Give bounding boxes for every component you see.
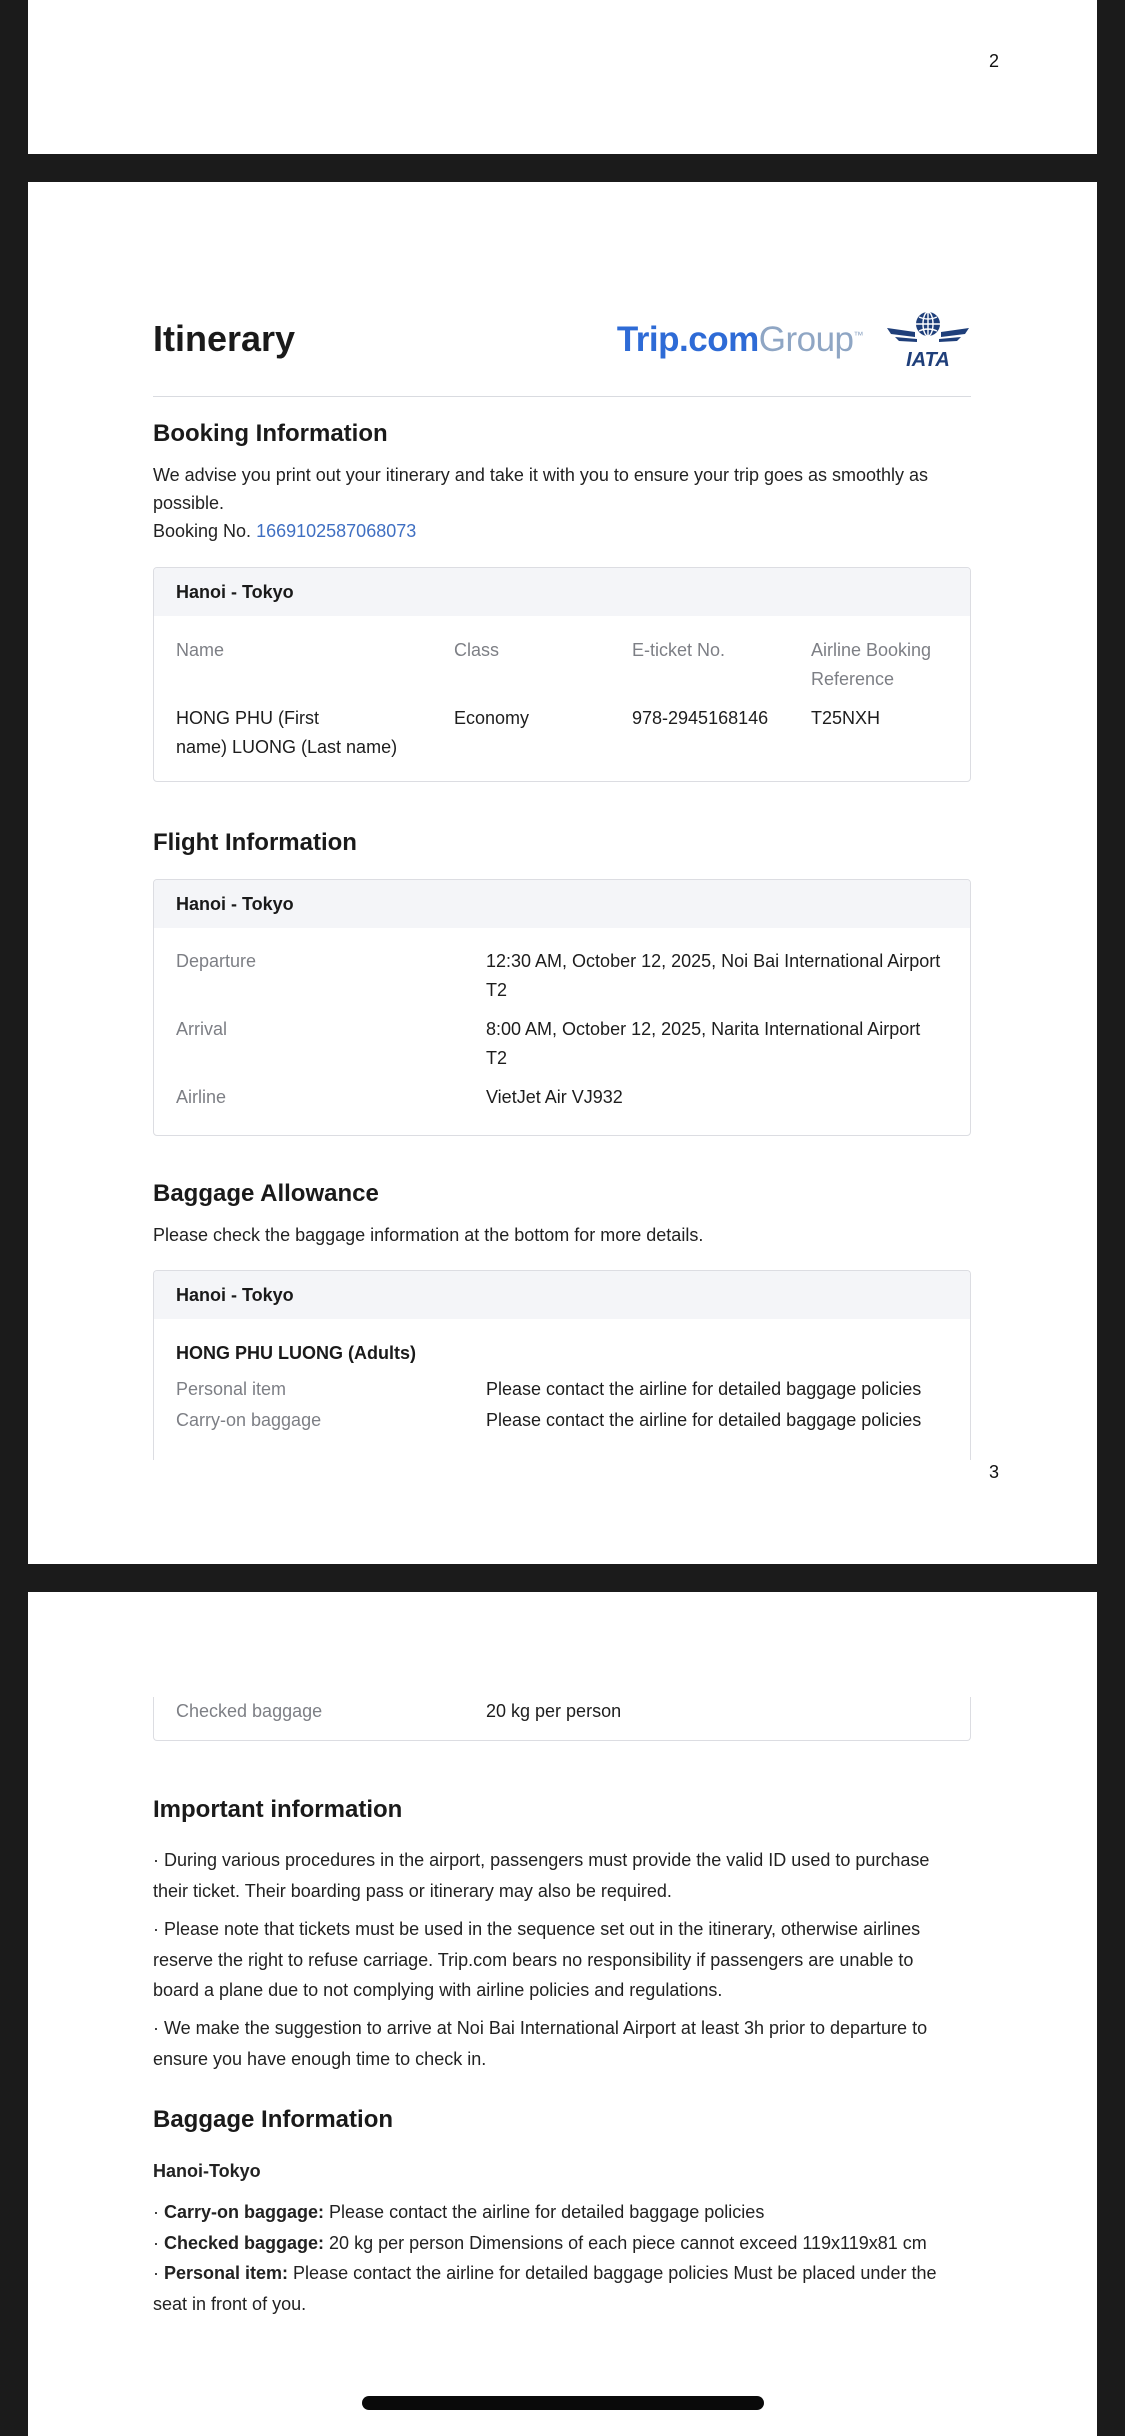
page-number: 2	[988, 51, 999, 71]
baggage-info-personal: · Personal item: Please contact the airline for detailed baggage policies Must be placed under the seat in front of you.	[153, 2263, 937, 2314]
booking-heading: Booking Information	[153, 420, 388, 447]
divider	[153, 396, 971, 397]
flight-card	[153, 879, 971, 1136]
important-item: · We make the suggestion to arrive at Noi Bai International Airport at least 3h prior to departure to ensure you have enough time to check in.	[153, 2018, 928, 2069]
logo-group	[617, 310, 971, 370]
flight-heading: Flight Information	[153, 829, 357, 856]
col-name: Name	[176, 640, 225, 660]
home-indicator[interactable]	[362, 2396, 764, 2410]
passenger-airline-ref: T25NXH	[811, 708, 881, 728]
booking-card	[153, 567, 971, 782]
passenger-class: Economy	[454, 708, 530, 728]
booking-advice: We advise you print out your itinerary and take it with you to ensure your trip goes as smoothly as possible. Booking No. 1669102587068073	[153, 465, 929, 541]
page-number: 3	[988, 1462, 999, 1482]
card-route: Hanoi - Tokyo	[154, 1271, 970, 1319]
baggage-info-carry-on: · Carry-on baggage: Please contact the airline for detailed baggage policies	[153, 2202, 765, 2222]
carry-on-label: Carry-on baggage	[176, 1410, 322, 1430]
personal-item-label: Personal item	[176, 1379, 287, 1399]
baggage-note: Please check the baggage information at the bottom for more details.	[153, 1225, 704, 1245]
svg-text:IATA: IATA	[906, 349, 950, 370]
iata-logo	[885, 310, 971, 370]
baggage-card-continued	[153, 1697, 971, 1741]
personal-item-value: Please contact the airline for detailed baggage policies	[486, 1379, 922, 1399]
card-route: Hanoi - Tokyo	[154, 568, 970, 616]
checked-baggage-value: 20 kg per person	[486, 1701, 622, 1721]
card-route: Hanoi - Tokyo	[154, 880, 970, 928]
page-title: Itinerary	[153, 318, 296, 359]
baggage-passenger: HONG PHU LUONG (Adults)	[176, 1343, 416, 1363]
departure-label: Departure	[176, 951, 257, 971]
document-page-3	[28, 182, 1097, 1564]
col-class: Class	[454, 640, 500, 660]
important-heading: Important information	[153, 1796, 403, 1823]
checked-baggage-label: Checked baggage	[176, 1701, 323, 1721]
passenger-name: HONG PHU (First name) LUONG (Last name)	[176, 708, 398, 757]
airline-label: Airline	[176, 1087, 227, 1107]
document-page-4	[28, 1592, 1097, 2436]
document-page-2	[28, 0, 1097, 154]
arrival-label: Arrival	[176, 1019, 228, 1039]
col-eticket: E-ticket No.	[632, 640, 726, 660]
baggage-info-route: Hanoi-Tokyo	[153, 2161, 261, 2181]
trip-com-logo: Trip.comGroup™	[616, 320, 863, 359]
important-item: · Please note that tickets must be used in the sequence set out in the itinerary, otherwise airlines reserve the right to refuse carriage. Trip.com bears no responsibility if passengers are unable to board a plane due to not complying with airline policies and regulations.	[153, 1919, 921, 2000]
arrival-value: 8:00 AM, October 12, 2025, Narita International Airport T2	[486, 1019, 921, 1068]
departure-value: 12:30 AM, October 12, 2025, Noi Bai International Airport T2	[486, 951, 941, 1000]
passenger-eticket: 978-2945168146	[632, 708, 769, 728]
col-airline-ref: Airline Booking Reference	[811, 640, 932, 689]
booking-number-link[interactable]: 1669102587068073	[256, 521, 417, 541]
baggage-info-checked: · Checked baggage: 20 kg per person Dimensions of each piece cannot exceed 119x119x81 cm	[153, 2233, 927, 2253]
important-item: · During various procedures in the airport, passengers must provide the valid ID used to purchase their ticket. Their boarding pass or itinerary may also be required.	[153, 1850, 930, 1901]
baggage-allowance-heading: Baggage Allowance	[153, 1180, 379, 1207]
baggage-info-heading: Baggage Information	[153, 2106, 394, 2133]
airline-value: VietJet Air VJ932	[486, 1087, 623, 1107]
carry-on-value: Please contact the airline for detailed baggage policies	[486, 1410, 922, 1430]
